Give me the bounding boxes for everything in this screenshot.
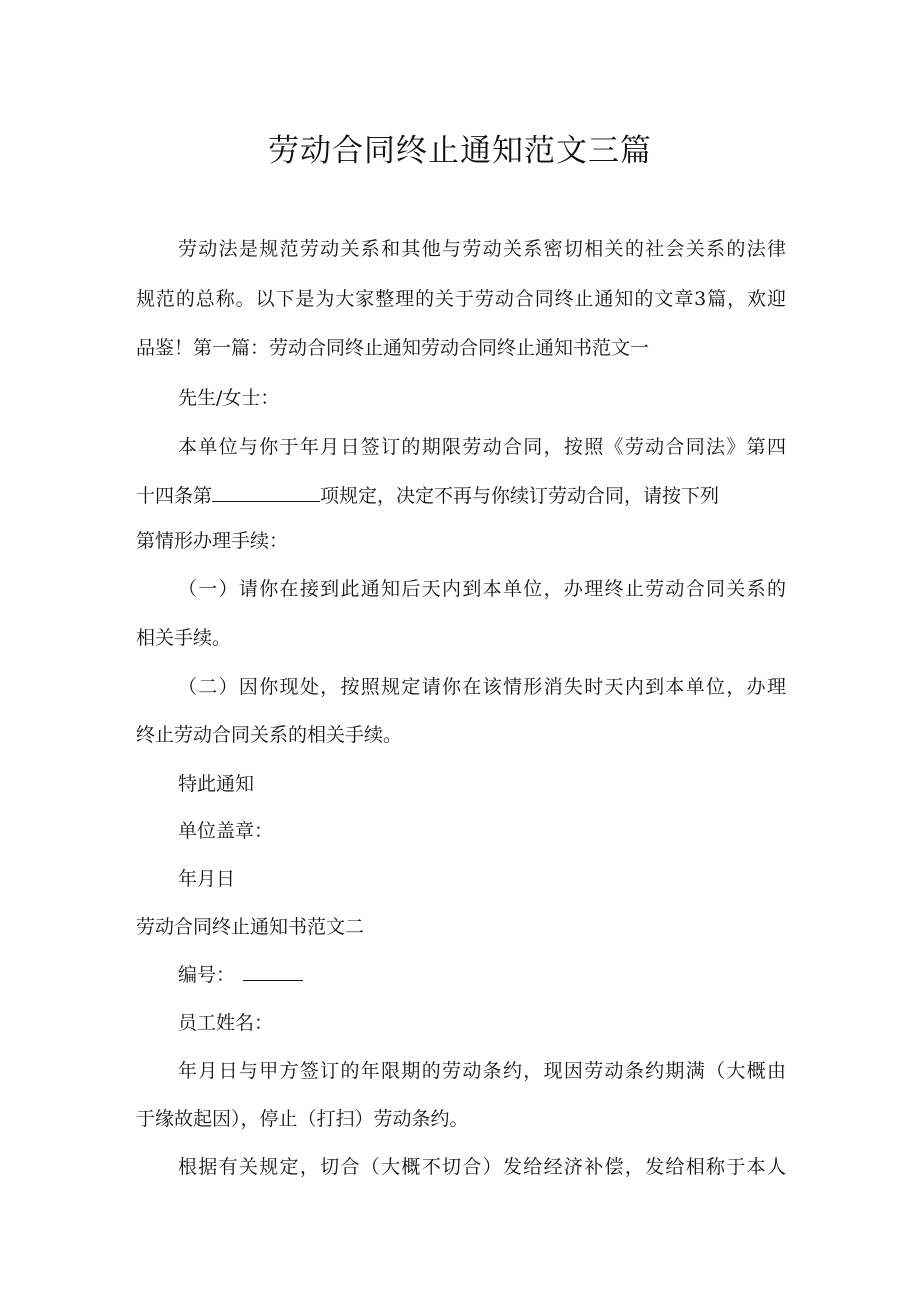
item1-line-2: 相关手续。 <box>136 627 232 649</box>
article-blank <box>212 481 320 502</box>
body1-line-2-suffix: 项规定，决定不再与你续订劳动合同，请按下列 <box>320 485 720 507</box>
number-label: 编号： <box>178 964 236 986</box>
seal-label: 单位盖章： <box>178 820 274 842</box>
item2-line-1: （二）因你现处，按照规定请你在该情形消失时天内到本单位，办理 <box>178 676 786 698</box>
body2-line-2: 于缘故起因），停止（打扫）劳动条约。 <box>136 1108 469 1130</box>
body1-line-2-prefix: 十四条第 <box>136 485 213 507</box>
greeting: 先生/女士： <box>178 387 280 409</box>
notice-text: 特此通知 <box>178 773 255 795</box>
body1-line-2 <box>136 481 719 510</box>
body2-line-1: 年月日与甲方签订的年限期的劳动条约，现因劳动条约期满（大概由 <box>178 1060 786 1082</box>
intro-line-2: 规范的总称。以下是为大家整理的关于劳动合同终止通知的文章3篇，欢迎 <box>136 288 786 310</box>
item2-line-2: 终止劳动合同关系的相关手续。 <box>136 724 403 746</box>
body1-line-1: 本单位与你于年月日签订的期限劳动合同，按照《劳动合同法》第四 <box>178 436 786 458</box>
intro-line-1: 劳动法是规范劳动关系和其他与劳动关系密切相关的社会关系的法律 <box>178 238 786 260</box>
body3-line-1: 根据有关规定，切合（大概不切合）发给经济补偿，发给相称于本人 <box>178 1156 786 1178</box>
number-row <box>178 961 303 989</box>
employee-label: 员工姓名： <box>178 1012 274 1034</box>
document-title: 劳动合同终止通知范文三篇 <box>268 132 652 169</box>
item1-line-1: （一）请你在接到此通知后天内到本单位，办理终止劳动合同关系的 <box>178 578 786 600</box>
number-blank <box>243 968 303 981</box>
sample2-title: 劳动合同终止通知书范文二 <box>136 916 365 938</box>
intro-line-3: 品鉴！第一篇：劳动合同终止通知劳动合同终止通知书范文一 <box>136 337 650 359</box>
body1-line-3: 第情形办理手续： <box>136 530 289 552</box>
date-label: 年月日 <box>178 868 236 890</box>
